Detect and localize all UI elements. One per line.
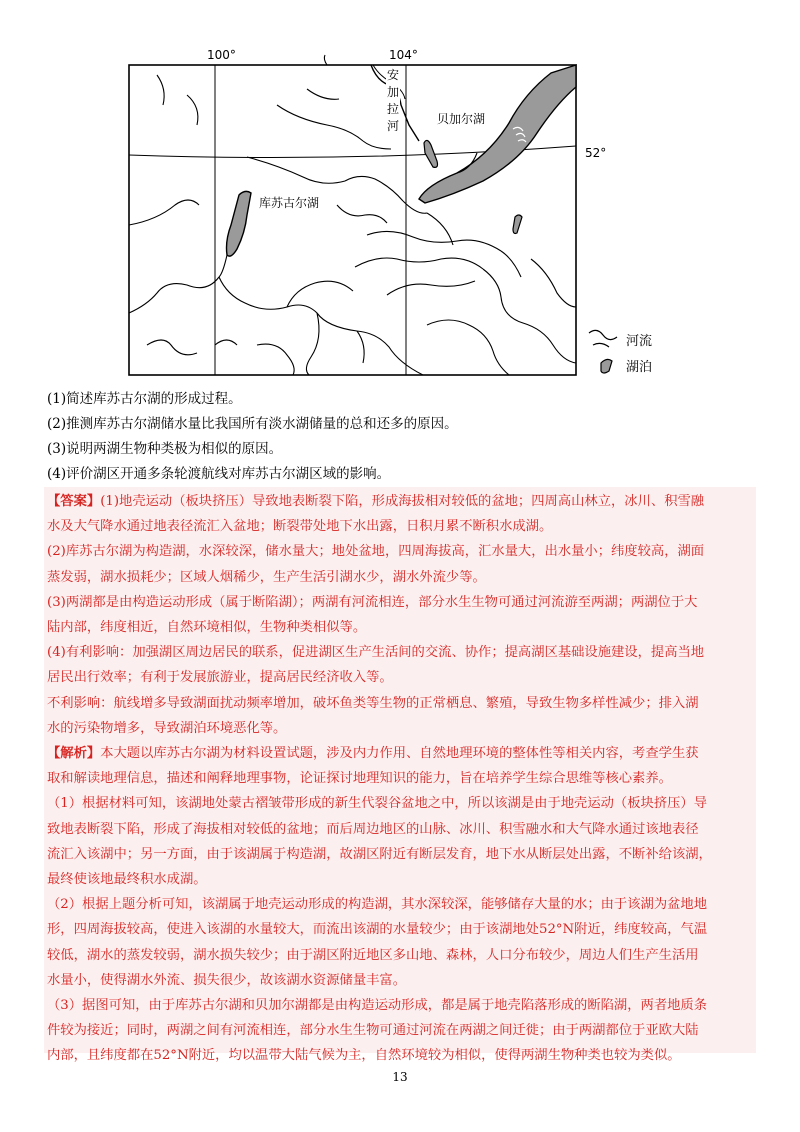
- question-4: (4)评价湖区开通多条轮渡航线对库苏古尔湖区域的影响。: [47, 466, 391, 482]
- angara-river-label: [386, 67, 400, 135]
- answer-line-9: 不利影响：航线增多导致湖面扰动频率增加，破坏鱼类等生物的正常栖息、繁殖，导致生物多样性减少；排入湖: [47, 695, 699, 711]
- question-1: (1)简述库苏古尔湖的形成过程。: [47, 391, 242, 407]
- answer-line-4: 蒸发弱，湖水损耗少；区域人烟稀少，生产生活引湖水少，湖水外流少等。: [47, 569, 486, 585]
- analysis-tag: 【解析】: [47, 746, 101, 762]
- analysis-line-11: （3）据图可知，由于库苏古尔湖和贝加尔湖都是由构造运动形成，都是属于地壳陷落形成的断陷湖，两者地质条: [47, 998, 708, 1014]
- analysis-line-6: 最终使该地最终积水成湖。: [47, 872, 207, 888]
- analysis-line-4: 致地表断裂下陷，形成了海拔相对较低的盆地；而后周边地区的山脉、冰川、积雪融水和大气降水通过该地表径: [47, 821, 699, 837]
- angara-char-2: 加: [386, 85, 399, 99]
- small-lake-east: [513, 215, 522, 234]
- analysis-line-5: 流汇入该湖中；另一方面，由于该湖属于构造湖，故湖区附近有断层发育，地下水从断层处出露，不断补给该湖，: [47, 846, 712, 862]
- answer-section: [47, 489, 753, 1069]
- legend-river-label: 河流: [626, 334, 653, 349]
- angara-char-3: 拉: [386, 102, 399, 116]
- analysis-line-12: 件较为接近；同时，两湖之间有河流相连，部分水生生物可通过河流在两湖之间迁徙；由于两湖都位于亚欧大陆: [47, 1023, 699, 1039]
- river-network: [129, 55, 576, 375]
- baikal-label: 贝加尔湖: [437, 112, 486, 126]
- answer-line-3: (2)库苏古尔湖为构造湖，水深较深，储水量大；地处盆地，四周海拔高，汇水量大，出水量小；纬度较高，湖面: [47, 544, 705, 560]
- answer-line-8: 居民出行效率；有利于发展旅游业，提高居民经济收入等。: [47, 670, 393, 686]
- map-drawing: [127, 45, 687, 385]
- answer-line-7: (4)有利影响：加强湖区周边居民的联系，促进湖区生产生活间的交流、协作；提高湖区基础设施建设，提高当地: [47, 645, 705, 661]
- answer-line-2: 水及大气降水通过地表径流汇入盆地；断裂带处地下水出露，日积月累不断积水成湖。: [47, 519, 553, 535]
- khuvsgul-label: 库苏古尔湖: [259, 196, 320, 210]
- legend-river-symbol: [589, 330, 617, 347]
- analysis-line-3: （1）根据材料可知，该湖地处蒙古褶皱带形成的新生代裂谷盆地之中，所以该湖是由于地壳运动（板块挤压）导: [47, 796, 708, 812]
- map-frame: [129, 65, 576, 375]
- khuvsgul-lake-shape: [227, 191, 252, 256]
- answer-line-6: 陆内部，纬度相近，自然环境相似，生物种类相似等。: [47, 620, 367, 636]
- analysis-line-1: 【解析】本大题以库苏古尔湖为材料设置试题，涉及内力作用、自然地理环境的整体性等相关内容，考查学生获: [47, 746, 699, 762]
- lon-100-label: 100°: [207, 48, 236, 62]
- angara-char-1: 安: [386, 68, 399, 82]
- map-figure: [127, 45, 687, 385]
- question-2: (2)推测库苏古尔湖储水量比我国所有淡水湖储量的总和还多的原因。: [47, 416, 458, 432]
- analysis-line-8: 形，四周海拔较高，使进入该湖的水量较大，而流出该湖的水量较少；由于该湖地处52°N附近，纬度较高，气温: [47, 922, 708, 938]
- analysis-line-7: （2）根据上题分析可知，该湖属于地壳运动形成的构造湖，其水深较深，能够储存大量的水；由于该湖为盆地地: [47, 897, 708, 913]
- legend-lake-label: 湖泊: [626, 360, 653, 375]
- lat-52-label: 52°: [585, 146, 607, 160]
- analysis-line-13: 内部，且纬度都在52°N附近，均以温带大陆气候为主，自然环境较为相似，使得两湖生物种类也较为类似。: [47, 1048, 681, 1064]
- question-3: (3)说明两湖生物种类极为相似的原因。: [47, 441, 283, 457]
- analysis-line-9: 较低，湖水的蒸发较弱，湖水损失较少；由于湖区附近地区多山地、森林，人口分布较少，周边人们生产生活用: [47, 947, 699, 963]
- analysis-line-10: 水量小，使得湖水外流、损失很少，故该湖水资源储量丰富。: [47, 972, 407, 988]
- answer-tag: 【答案】: [47, 494, 101, 509]
- analysis-line-2: 取和解读地理信息，描述和阐释地理事物，论证探讨地理知识的能力，旨在培养学生综合思维等核心素养。: [47, 771, 672, 787]
- answer-line-5: (3)两湖都是由构造运动形成（属于断陷湖）；两湖有河流相连，部分水生生物可通过河流游至两湖；两湖位于大: [47, 594, 698, 610]
- answer-line-1: 【答案】(1)地壳运动（板块挤压）导致地表断裂下陷，形成海拔相对较低的盆地；四周高山林立，冰川、积雪融: [47, 494, 705, 509]
- lon-104-label: 104°: [389, 48, 418, 62]
- page-number: 13: [392, 1070, 408, 1084]
- answer-line-10: 水的污染物增多，导致湖泊环境恶化等。: [47, 720, 287, 736]
- baikal-lake-shape: [419, 65, 576, 203]
- angara-char-4: 河: [386, 119, 399, 133]
- legend-lake-symbol: [601, 359, 612, 373]
